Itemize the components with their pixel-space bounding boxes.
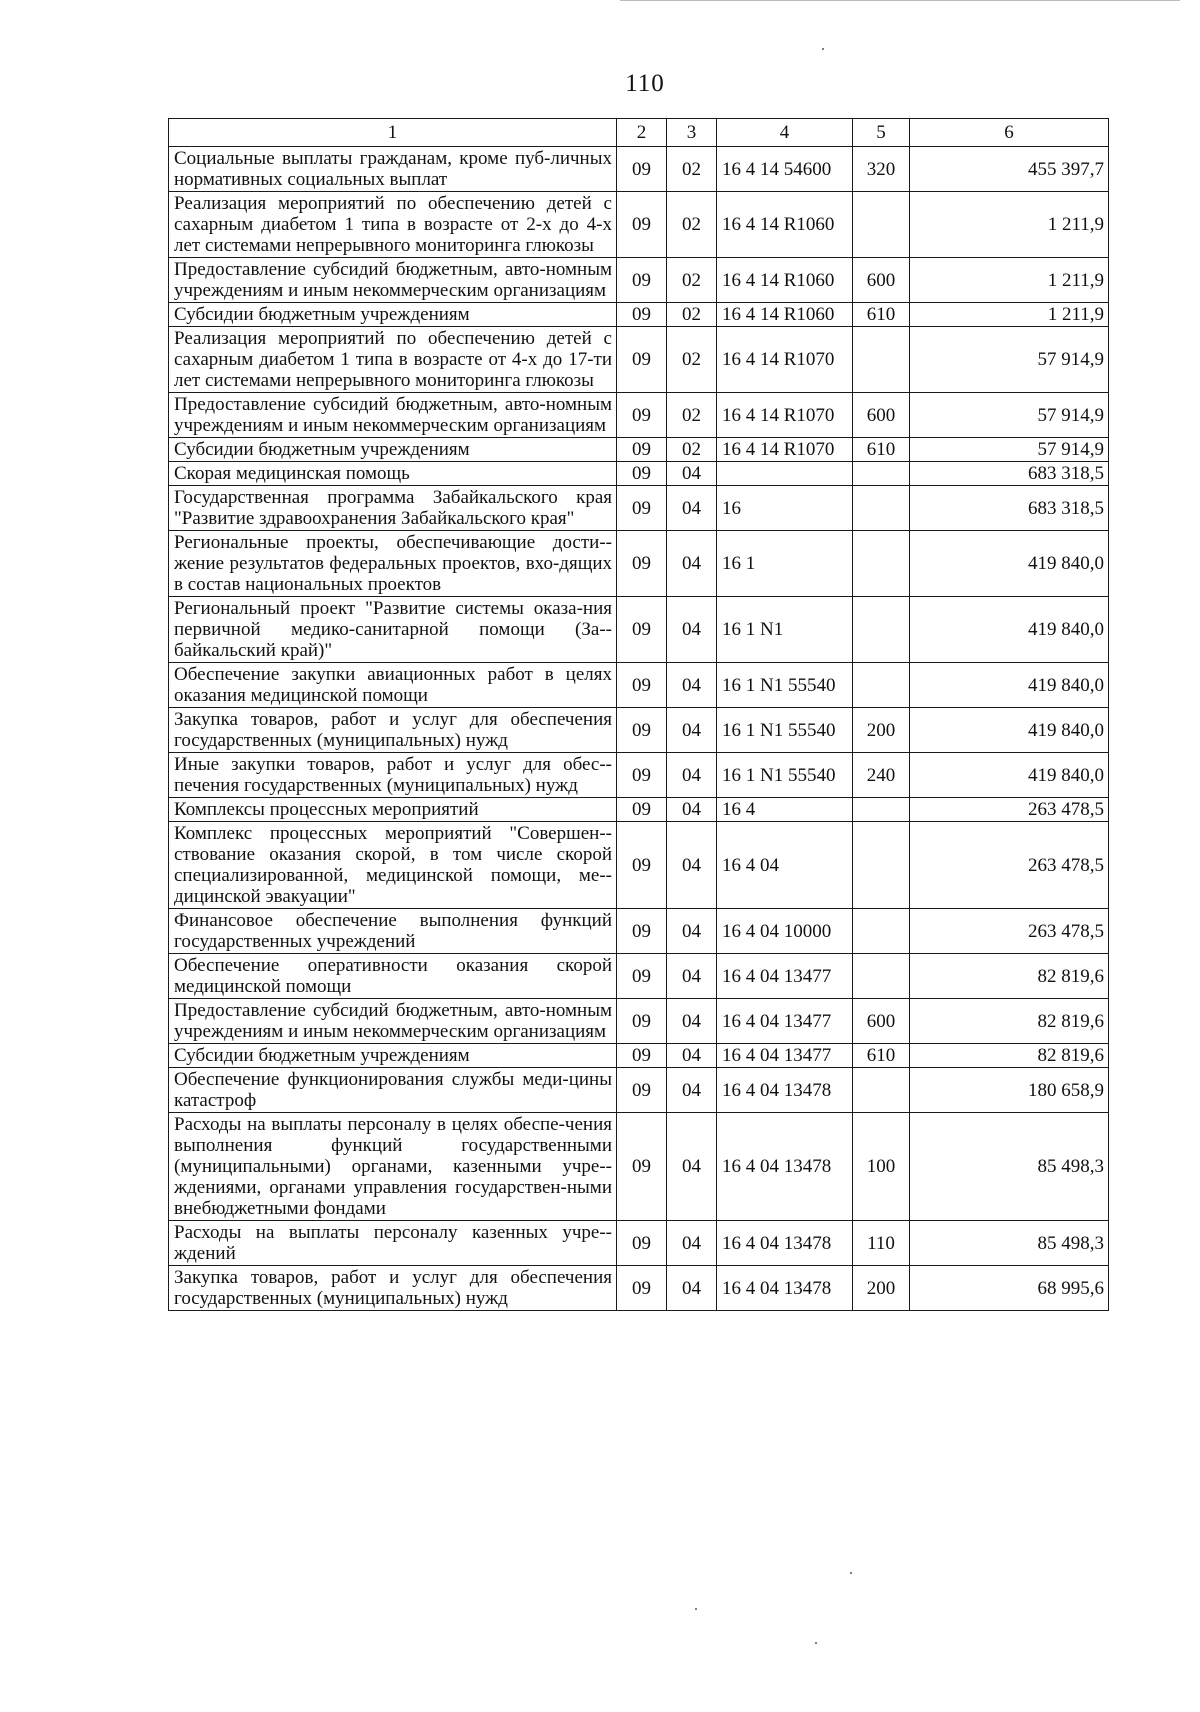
section-code: 09 [617, 1266, 667, 1311]
target-item-code: 16 4 04 13477 [717, 999, 853, 1044]
section-code: 09 [617, 1068, 667, 1113]
table-row [169, 192, 1109, 258]
row-description: Расходы на выплаты персоналу казенных учре-ждений [169, 1221, 617, 1266]
section-code: 09 [617, 258, 667, 303]
section-code: 09 [617, 954, 667, 999]
expense-type-code: 600 [853, 258, 910, 303]
column-header: 1 [169, 119, 617, 147]
target-item-code: 16 4 14 R1070 [717, 438, 853, 462]
amount-value: 82 819,6 [910, 1044, 1109, 1068]
target-item-code: 16 4 04 10000 [717, 909, 853, 954]
amount-value: 68 995,6 [910, 1266, 1109, 1311]
table-header-row [169, 119, 1109, 147]
table-row [169, 531, 1109, 597]
subsection-code: 04 [667, 1068, 717, 1113]
table-row [169, 462, 1109, 486]
target-item-code: 16 [717, 486, 853, 531]
expense-type-code [853, 462, 910, 486]
table-row [169, 1113, 1109, 1221]
target-item-code: 16 4 04 13477 [717, 954, 853, 999]
section-code: 09 [617, 1113, 667, 1221]
table-row [169, 327, 1109, 393]
column-header: 5 [853, 119, 910, 147]
target-item-code: 16 4 04 [717, 822, 853, 909]
section-code: 09 [617, 663, 667, 708]
row-description: Финансовое обеспечение выполнения функций государственных учреждений [169, 909, 617, 954]
subsection-code: 04 [667, 954, 717, 999]
target-item-code: 16 4 04 13478 [717, 1266, 853, 1311]
row-description: Обеспечение закупки авиационных работ в целях оказания медицинской помощи [169, 663, 617, 708]
column-header: 3 [667, 119, 717, 147]
table-row [169, 1221, 1109, 1266]
table-body [169, 147, 1109, 1311]
row-description: Обеспечение функционирования службы меди-цины катастроф [169, 1068, 617, 1113]
target-item-code: 16 4 14 R1060 [717, 258, 853, 303]
table-row [169, 1044, 1109, 1068]
subsection-code: 04 [667, 1113, 717, 1221]
target-item-code: 16 4 14 54600 [717, 147, 853, 192]
subsection-code: 04 [667, 1044, 717, 1068]
row-description: Закупка товаров, работ и услуг для обеспечения государственных (муниципальных) нужд [169, 1266, 617, 1311]
table-row [169, 999, 1109, 1044]
expense-type-code [853, 663, 910, 708]
table-row [169, 258, 1109, 303]
row-description: Предоставление субсидий бюджетным, авто-номным учреждениям и иным некоммерческим организациям [169, 393, 617, 438]
section-code: 09 [617, 147, 667, 192]
target-item-code: 16 4 [717, 798, 853, 822]
expense-type-code [853, 486, 910, 531]
amount-value: 85 498,3 [910, 1113, 1109, 1221]
subsection-code: 04 [667, 798, 717, 822]
scan-speck [695, 1608, 697, 1610]
expense-type-code [853, 1068, 910, 1113]
section-code: 09 [617, 486, 667, 531]
section-code: 09 [617, 531, 667, 597]
table-row [169, 1266, 1109, 1311]
amount-value: 419 840,0 [910, 597, 1109, 663]
expense-type-code [853, 954, 910, 999]
section-code: 09 [617, 1221, 667, 1266]
target-item-code: 16 1 N1 [717, 597, 853, 663]
subsection-code: 04 [667, 1221, 717, 1266]
table-row [169, 147, 1109, 192]
row-description: Расходы на выплаты персоналу в целях обеспе-чения выполнения функций государственными (муниципальными) органами, казенными учре-ждениями, органами управления государствен-ными внебюджетными фондами [169, 1113, 617, 1221]
subsection-code: 04 [667, 663, 717, 708]
expense-type-code: 100 [853, 1113, 910, 1221]
target-item-code: 16 4 04 13478 [717, 1221, 853, 1266]
target-item-code: 16 4 04 13477 [717, 1044, 853, 1068]
section-code: 09 [617, 753, 667, 798]
scan-speck [822, 48, 824, 50]
target-item-code: 16 4 14 R1070 [717, 393, 853, 438]
amount-value: 455 397,7 [910, 147, 1109, 192]
section-code: 09 [617, 303, 667, 327]
expense-type-code: 110 [853, 1221, 910, 1266]
scan-edge-line [620, 0, 1180, 1]
amount-value: 263 478,5 [910, 798, 1109, 822]
amount-value: 180 658,9 [910, 1068, 1109, 1113]
subsection-code: 02 [667, 147, 717, 192]
expense-type-code [853, 909, 910, 954]
target-item-code: 16 1 [717, 531, 853, 597]
section-code: 09 [617, 999, 667, 1044]
subsection-code: 04 [667, 909, 717, 954]
amount-value: 57 914,9 [910, 438, 1109, 462]
target-item-code: 16 4 04 13478 [717, 1068, 853, 1113]
amount-value: 263 478,5 [910, 822, 1109, 909]
amount-value: 1 211,9 [910, 303, 1109, 327]
table-row [169, 438, 1109, 462]
section-code: 09 [617, 438, 667, 462]
table-row [169, 393, 1109, 438]
row-description: Реализация мероприятий по обеспечению детей с сахарным диабетом 1 типа в возрасте от 4-х до 17-ти лет системами непрерывного мониторинга глюкозы [169, 327, 617, 393]
expense-type-code: 320 [853, 147, 910, 192]
scan-speck [815, 1642, 817, 1644]
amount-value: 82 819,6 [910, 999, 1109, 1044]
amount-value: 419 840,0 [910, 753, 1109, 798]
section-code: 09 [617, 909, 667, 954]
expense-type-code: 200 [853, 1266, 910, 1311]
expense-type-code [853, 531, 910, 597]
expense-type-code: 610 [853, 303, 910, 327]
table-row [169, 663, 1109, 708]
expense-type-code: 240 [853, 753, 910, 798]
amount-value: 683 318,5 [910, 486, 1109, 531]
expense-type-code [853, 192, 910, 258]
row-description: Социальные выплаты гражданам, кроме пуб-личных нормативных социальных выплат [169, 147, 617, 192]
row-description: Реализация мероприятий по обеспечению детей с сахарным диабетом 1 типа в возрасте от 2-х до 4-х лет системами непрерывного мониторинга глюкозы [169, 192, 617, 258]
table-row [169, 954, 1109, 999]
target-item-code: 16 4 04 13478 [717, 1113, 853, 1221]
scan-speck [850, 1572, 852, 1574]
amount-value: 1 211,9 [910, 258, 1109, 303]
table-row [169, 753, 1109, 798]
table-row [169, 708, 1109, 753]
amount-value: 263 478,5 [910, 909, 1109, 954]
row-description: Обеспечение оперативности оказания скорой медицинской помощи [169, 954, 617, 999]
subsection-code: 04 [667, 462, 717, 486]
subsection-code: 02 [667, 303, 717, 327]
amount-value: 1 211,9 [910, 192, 1109, 258]
section-code: 09 [617, 393, 667, 438]
section-code: 09 [617, 597, 667, 663]
target-item-code: 16 1 N1 55540 [717, 753, 853, 798]
amount-value: 419 840,0 [910, 663, 1109, 708]
subsection-code: 02 [667, 258, 717, 303]
subsection-code: 04 [667, 597, 717, 663]
amount-value: 85 498,3 [910, 1221, 1109, 1266]
section-code: 09 [617, 192, 667, 258]
target-item-code: 16 1 N1 55540 [717, 663, 853, 708]
subsection-code: 02 [667, 438, 717, 462]
table-row [169, 909, 1109, 954]
target-item-code [717, 462, 853, 486]
expense-type-code [853, 327, 910, 393]
table-row [169, 303, 1109, 327]
row-description: Субсидии бюджетным учреждениям [169, 1044, 617, 1068]
target-item-code: 16 4 14 R1070 [717, 327, 853, 393]
table-row [169, 486, 1109, 531]
row-description: Комплекс процессных мероприятий "Совершен-ствование оказания скорой, в том числе скорой специализированной, медицинской помощи, ме-дицинской эвакуации" [169, 822, 617, 909]
subsection-code: 04 [667, 531, 717, 597]
subsection-code: 04 [667, 753, 717, 798]
expense-type-code [853, 822, 910, 909]
subsection-code: 04 [667, 822, 717, 909]
expense-type-code: 200 [853, 708, 910, 753]
table-row [169, 822, 1109, 909]
subsection-code: 02 [667, 327, 717, 393]
row-description: Иные закупки товаров, работ и услуг для обес-печения государственных (муниципальных) нужд [169, 753, 617, 798]
row-description: Субсидии бюджетным учреждениям [169, 438, 617, 462]
row-description: Предоставление субсидий бюджетным, авто-номным учреждениям и иным некоммерческим организациям [169, 999, 617, 1044]
row-description: Предоставление субсидий бюджетным, авто-номным учреждениям и иным некоммерческим организациям [169, 258, 617, 303]
page-number: 110 [625, 70, 665, 97]
section-code: 09 [617, 327, 667, 393]
amount-value: 57 914,9 [910, 327, 1109, 393]
subsection-code: 02 [667, 192, 717, 258]
expense-type-code [853, 597, 910, 663]
budget-table [168, 118, 1109, 1311]
amount-value: 82 819,6 [910, 954, 1109, 999]
expense-type-code [853, 798, 910, 822]
subsection-code: 04 [667, 999, 717, 1044]
expense-type-code: 610 [853, 438, 910, 462]
subsection-code: 04 [667, 486, 717, 531]
subsection-code: 02 [667, 393, 717, 438]
target-item-code: 16 4 14 R1060 [717, 192, 853, 258]
amount-value: 419 840,0 [910, 531, 1109, 597]
target-item-code: 16 1 N1 55540 [717, 708, 853, 753]
target-item-code: 16 4 14 R1060 [717, 303, 853, 327]
amount-value: 57 914,9 [910, 393, 1109, 438]
row-description: Государственная программа Забайкальского края "Развитие здравоохранения Забайкальского края" [169, 486, 617, 531]
table-row [169, 1068, 1109, 1113]
row-description: Региональный проект "Развитие системы оказа-ния первичной медико-санитарной помощи (За-байкальский край)" [169, 597, 617, 663]
section-code: 09 [617, 1044, 667, 1068]
section-code: 09 [617, 822, 667, 909]
row-description: Скорая медицинская помощь [169, 462, 617, 486]
expense-type-code: 610 [853, 1044, 910, 1068]
amount-value: 419 840,0 [910, 708, 1109, 753]
table-row [169, 798, 1109, 822]
row-description: Комплексы процессных мероприятий [169, 798, 617, 822]
subsection-code: 04 [667, 1266, 717, 1311]
table-row [169, 597, 1109, 663]
row-description: Субсидии бюджетным учреждениям [169, 303, 617, 327]
section-code: 09 [617, 462, 667, 486]
row-description: Региональные проекты, обеспечивающие дости-жение результатов федеральных проектов, вхо-дящих в состав национальных проектов [169, 531, 617, 597]
expense-type-code: 600 [853, 393, 910, 438]
section-code: 09 [617, 708, 667, 753]
subsection-code: 04 [667, 708, 717, 753]
expense-type-code: 600 [853, 999, 910, 1044]
column-header: 6 [910, 119, 1109, 147]
row-description: Закупка товаров, работ и услуг для обеспечения государственных (муниципальных) нужд [169, 708, 617, 753]
column-header: 2 [617, 119, 667, 147]
column-header: 4 [717, 119, 853, 147]
amount-value: 683 318,5 [910, 462, 1109, 486]
section-code: 09 [617, 798, 667, 822]
